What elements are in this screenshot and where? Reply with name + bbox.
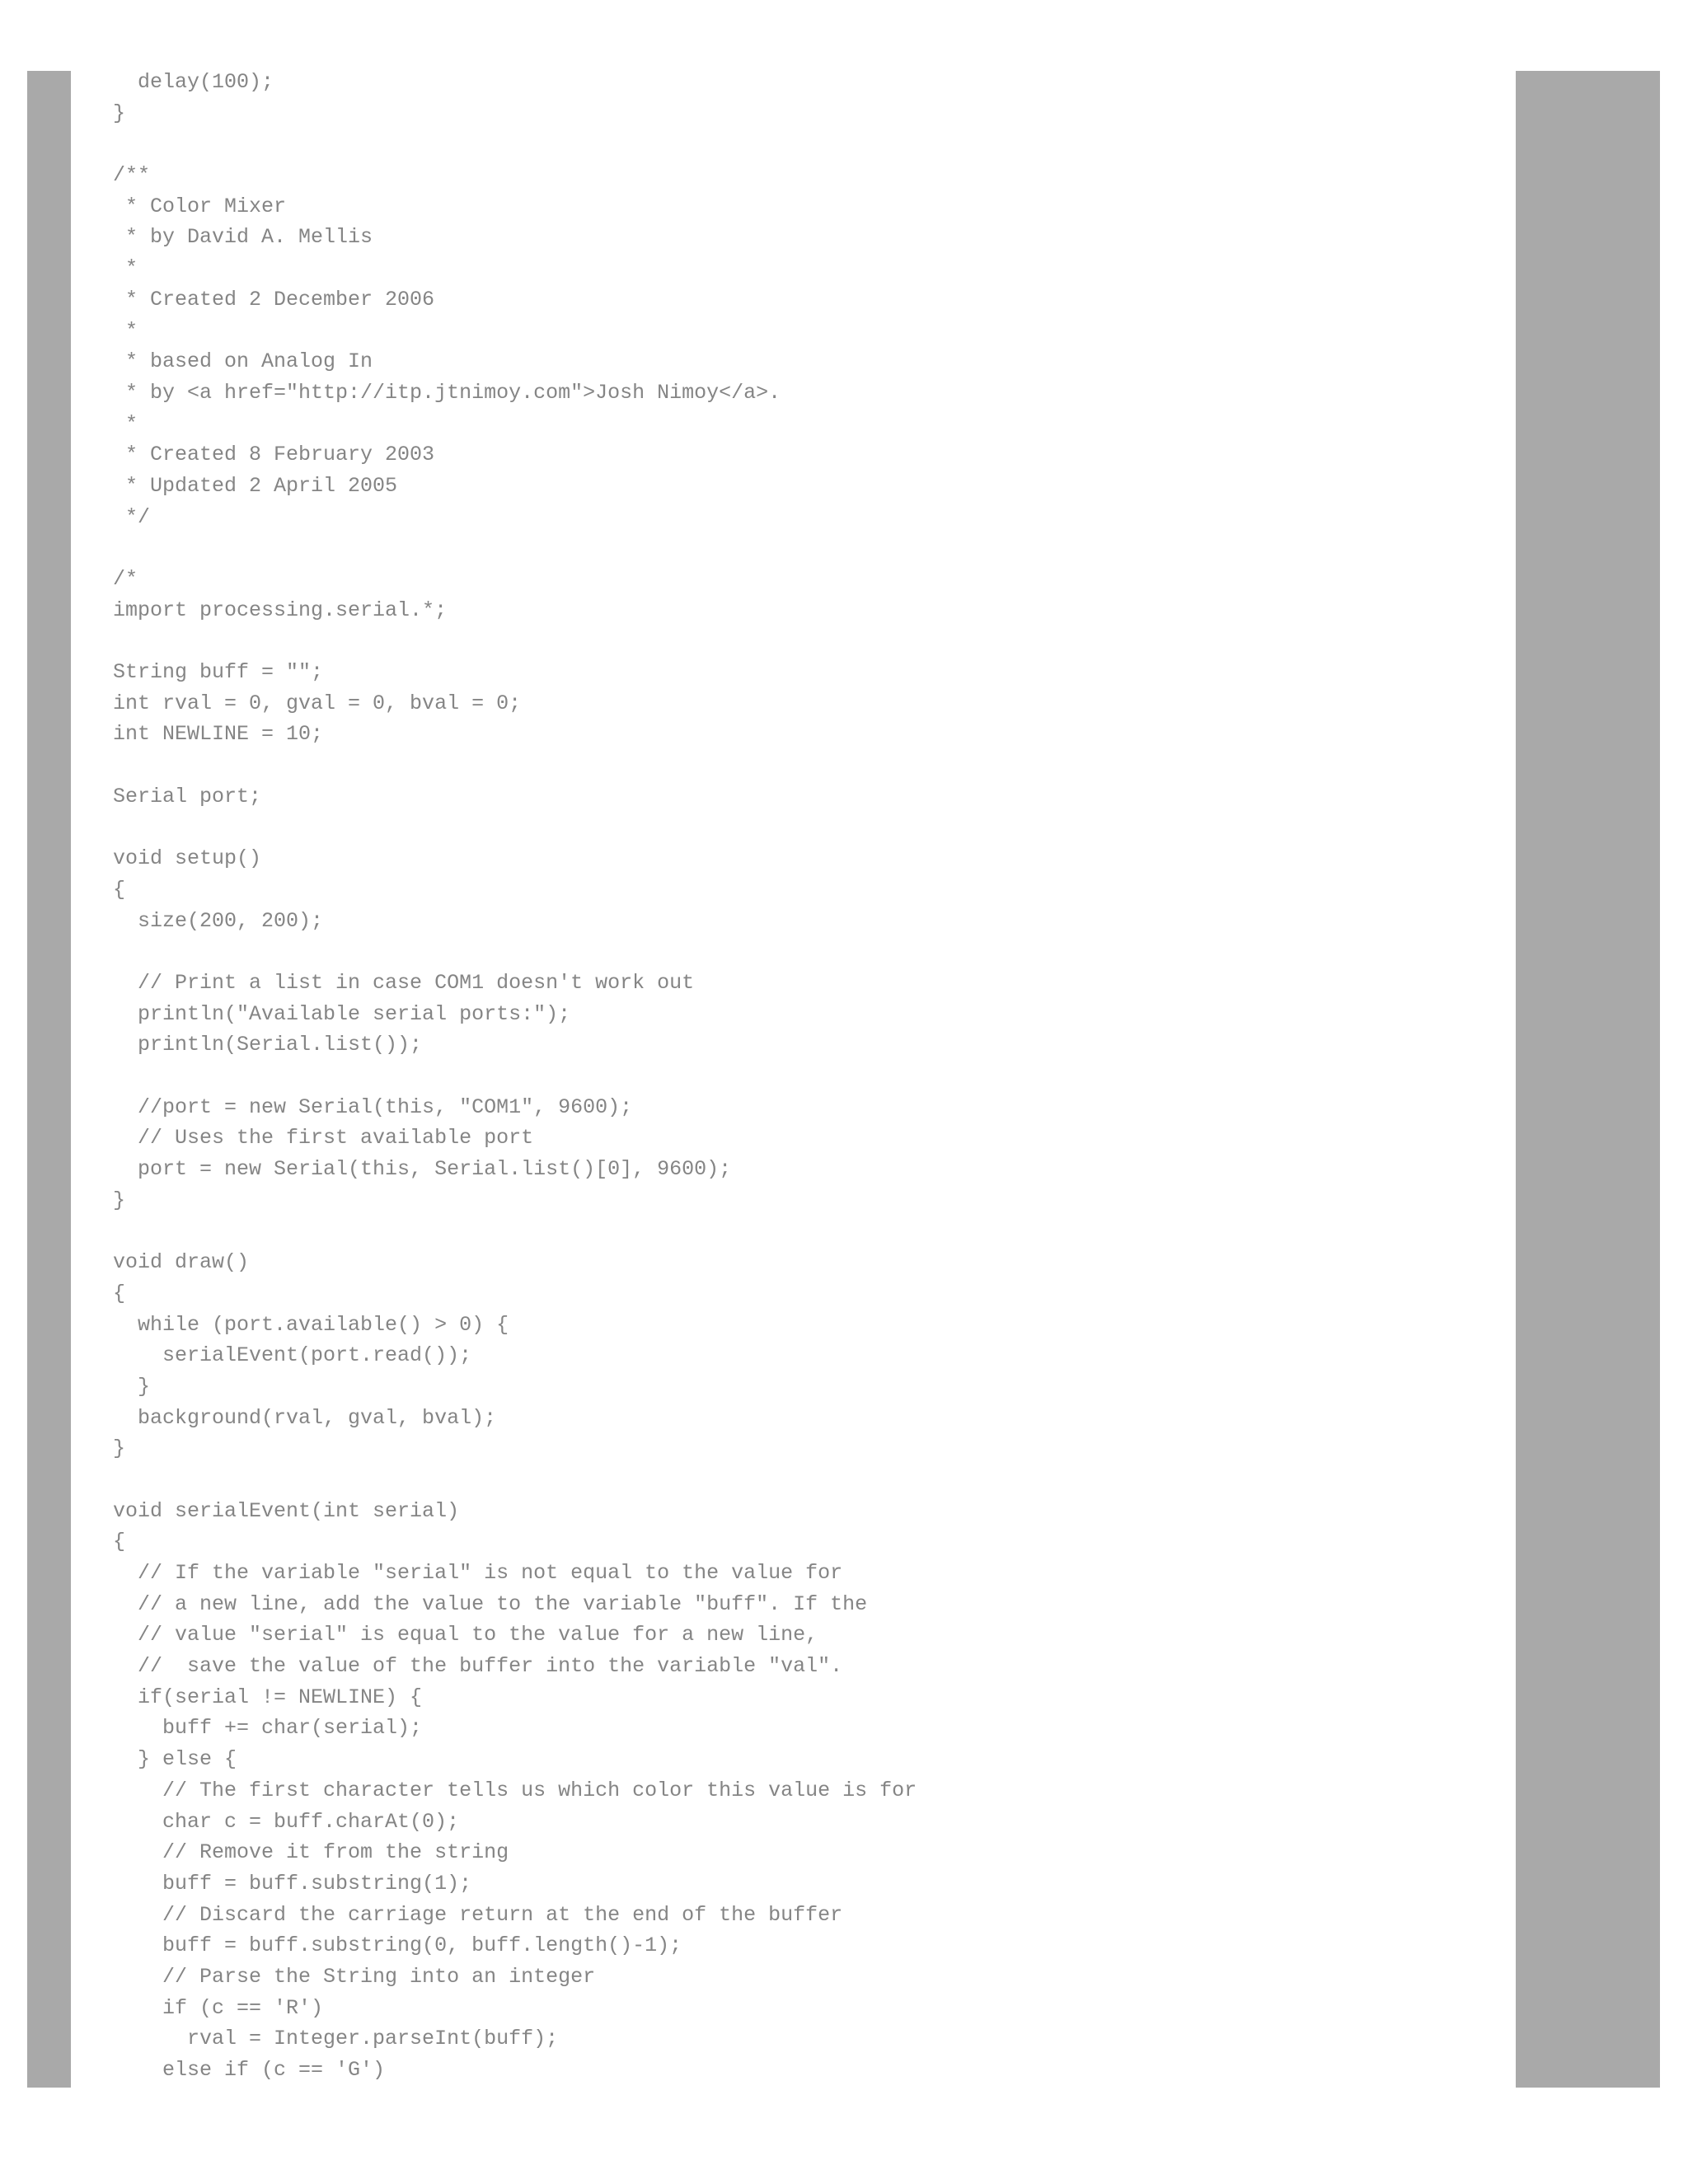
code-line: // Remove it from the string	[113, 1840, 509, 1865]
code-line: }	[113, 101, 126, 125]
code-line: {	[113, 877, 126, 902]
right-margin-bar	[1516, 71, 1660, 2088]
code-line	[113, 813, 1498, 844]
code-line: // The first character tells us which color this value is for	[113, 1778, 917, 1802]
code-line: background(rval, gval, bval);	[113, 1405, 497, 1430]
code-line	[113, 532, 1498, 564]
code-line: }	[113, 1436, 126, 1461]
code-line	[113, 626, 1498, 657]
code-line: {	[113, 1530, 126, 1554]
code-line: void draw()	[113, 1250, 250, 1275]
code-line: // If the variable "serial" is not equal to the value for	[113, 1561, 843, 1585]
code-line: if (c == 'R')	[113, 1995, 324, 2020]
code-line: * by David A. Mellis	[113, 225, 373, 250]
code-line: rval = Integer.parseInt(buff);	[113, 2027, 559, 2051]
code-line: if(serial != NEWLINE) {	[113, 1685, 423, 1709]
code-line: else if (c == 'G')	[113, 2058, 386, 2082]
code-line: * by <a href="http://itp.jtnimoy.com">Josh Nimoy</a>.	[113, 380, 781, 405]
code-line: // Print a list in case COM1 doesn't work out	[113, 970, 695, 995]
left-margin-bar	[27, 71, 71, 2088]
code-line: import processing.serial.*;	[113, 598, 448, 622]
code-line	[113, 750, 1498, 781]
code-line	[113, 1061, 1498, 1092]
code-line: // a new line, add the value to the variable "buff". If the	[113, 1591, 868, 1616]
code-line: *	[113, 256, 138, 281]
code-line: * Created 2 December 2006	[113, 287, 435, 312]
code-line: * Created 8 February 2003	[113, 443, 435, 467]
code-line: // value "serial" is equal to the value for a new line,	[113, 1623, 818, 1647]
code-line: buff = buff.substring(1);	[113, 1871, 472, 1896]
code-line: buff = buff.substring(0, buff.length()-1);	[113, 1933, 682, 1958]
code-line: }	[113, 1374, 151, 1399]
code-line: *	[113, 411, 138, 436]
code-line: // save the value of the buffer into the variable "val".	[113, 1654, 843, 1679]
code-line: // Uses the first available port	[113, 1126, 534, 1151]
code-line: * Color Mixer	[113, 194, 287, 218]
code-line: println(Serial.list());	[113, 1033, 423, 1057]
code-line: int rval = 0, gval = 0, bval = 0;	[113, 691, 522, 715]
code-line: {	[113, 1281, 126, 1305]
code-line	[113, 936, 1498, 968]
code-line	[113, 129, 1498, 160]
code-line: /**	[113, 163, 151, 188]
code-line: */	[113, 504, 151, 529]
code-line: //port = new Serial(this, "COM1", 9600);	[113, 1094, 633, 1119]
code-line	[113, 1465, 1498, 1496]
code-line: void setup()	[113, 846, 262, 871]
code-line: println("Available serial ports:");	[113, 1001, 571, 1026]
code-line: } else {	[113, 1747, 237, 1772]
code-line: String buff = "";	[113, 660, 324, 685]
code-line: void serialEvent(int serial)	[113, 1498, 460, 1523]
code-line: * Updated 2 April 2005	[113, 473, 398, 498]
code-line: while (port.available() > 0) {	[113, 1312, 509, 1337]
code-line: serialEvent(port.read());	[113, 1343, 472, 1368]
code-line: buff += char(serial);	[113, 1716, 423, 1741]
code-line: delay(100);	[113, 70, 274, 94]
code-line: /*	[113, 567, 138, 591]
code-listing	[113, 67, 1498, 2086]
code-line: char c = buff.charAt(0);	[113, 1809, 460, 1834]
code-line: * based on Analog In	[113, 349, 373, 374]
code-line: // Discard the carriage return at the end of the buffer	[113, 1902, 843, 1927]
code-line: }	[113, 1188, 126, 1212]
code-line	[113, 1216, 1498, 1247]
code-line: port = new Serial(this, Serial.list()[0], 9600);	[113, 1157, 732, 1182]
code-line: size(200, 200);	[113, 908, 324, 933]
code-line: int NEWLINE = 10;	[113, 722, 324, 747]
code-line: // Parse the String into an integer	[113, 1964, 596, 1989]
code-line: Serial port;	[113, 784, 262, 808]
code-line: *	[113, 318, 138, 343]
